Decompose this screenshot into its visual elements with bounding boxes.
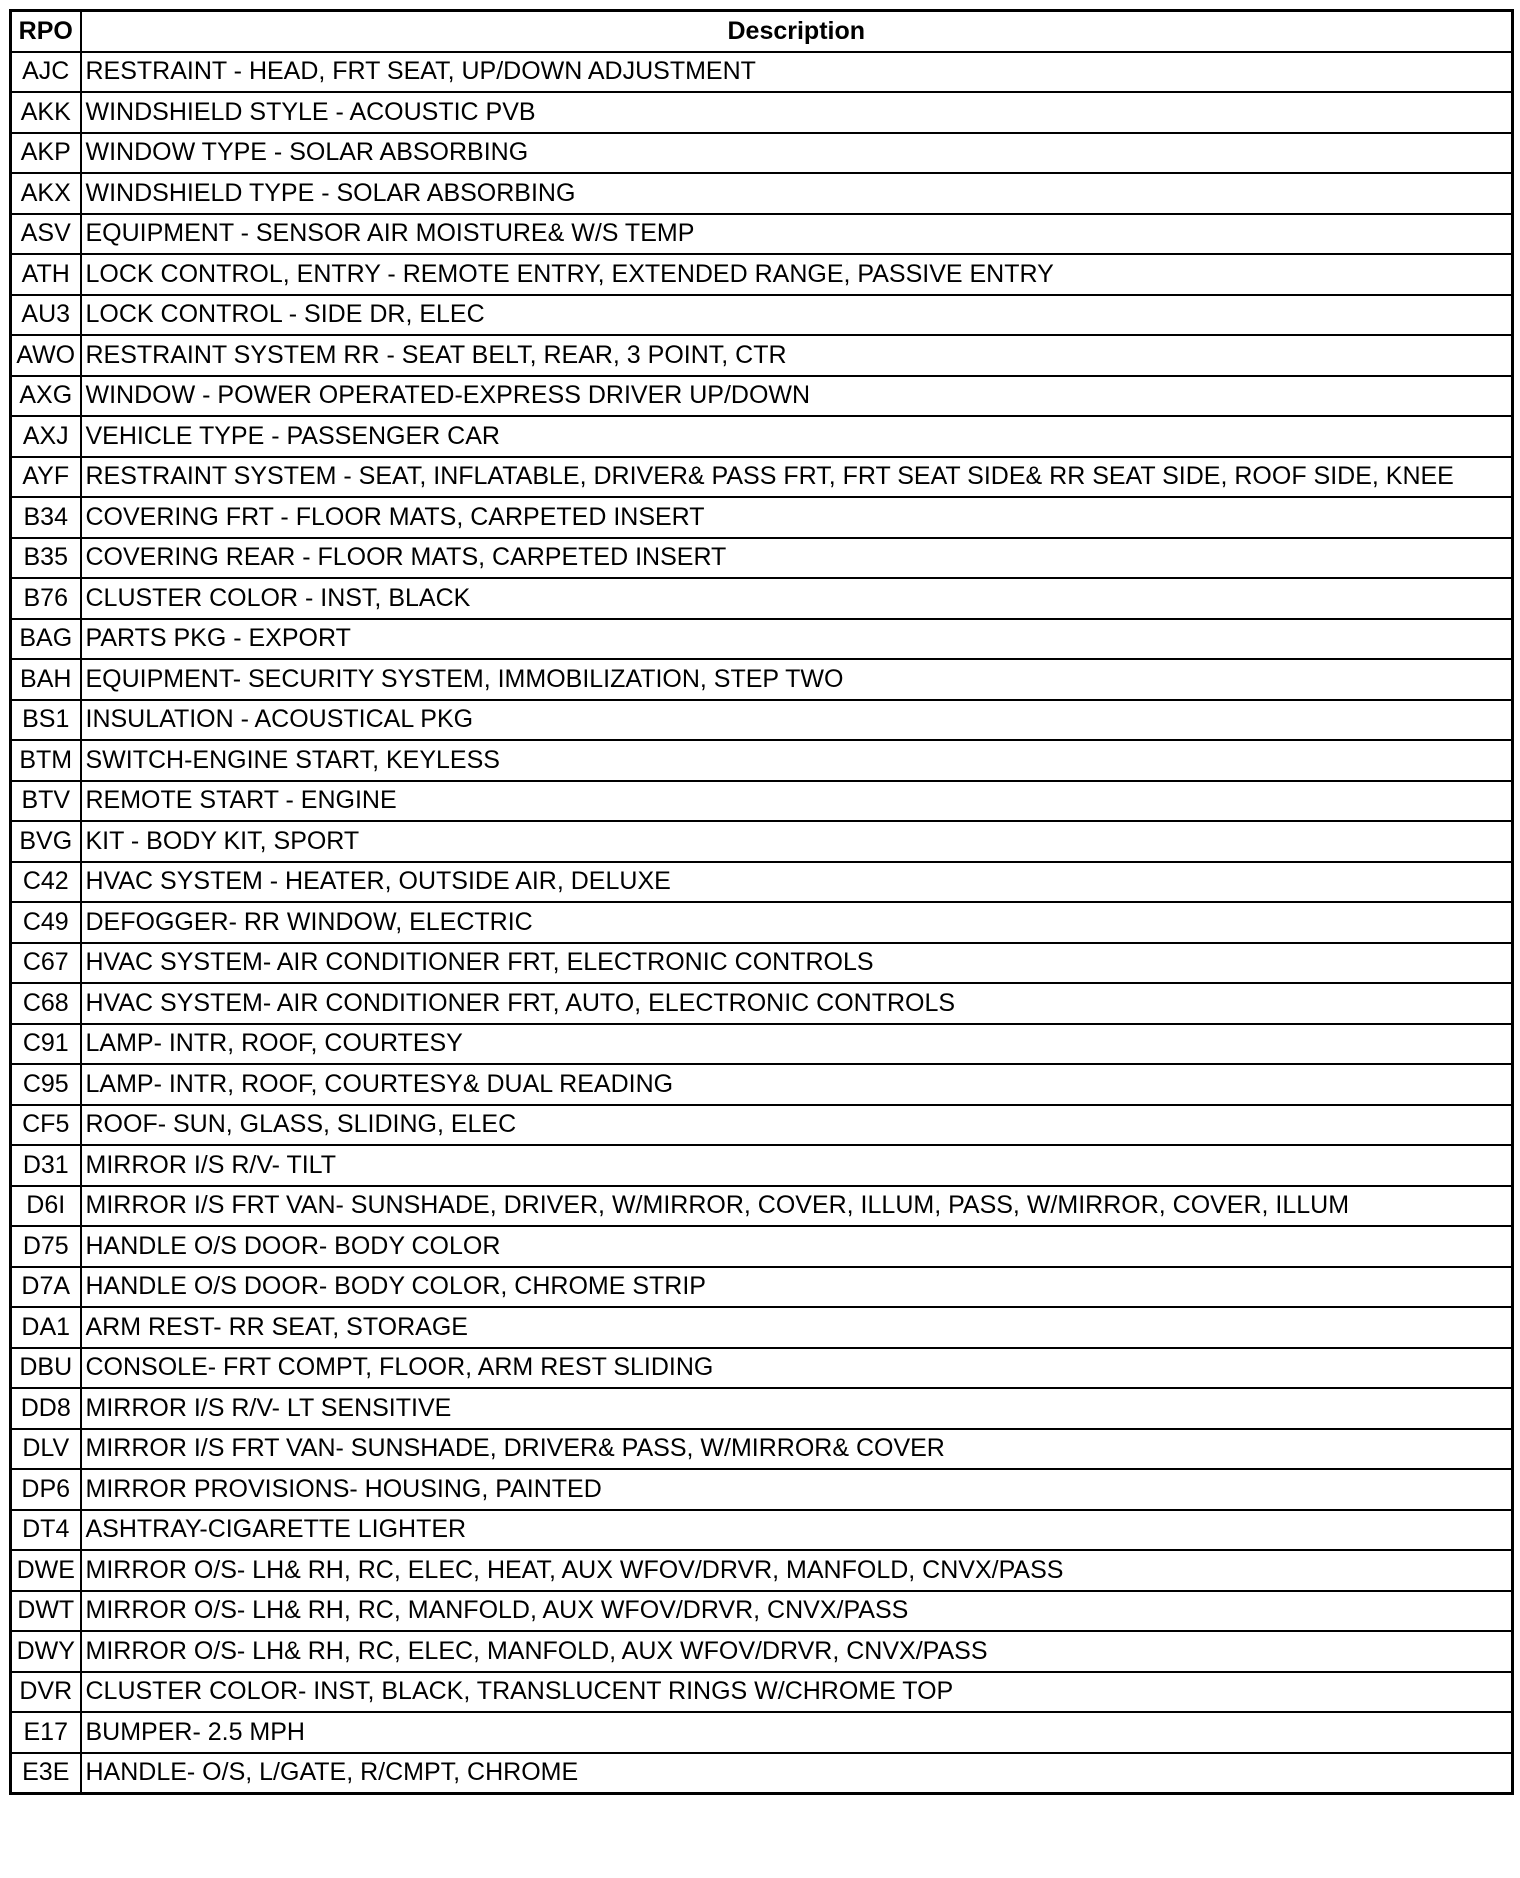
description-cell: MIRROR I/S R/V- LT SENSITIVE [81,1388,1513,1429]
table-row [11,1469,1513,1510]
rpo-code-cell: B76 [11,578,81,619]
rpo-code-cell: DBU [11,1348,81,1389]
rpo-code-cell: AKP [11,133,81,174]
rpo-code-cell: AXJ [11,416,81,457]
rpo-code-cell: DWE [11,1550,81,1591]
rpo-code-cell: ATH [11,254,81,295]
description-cell: ASHTRAY-CIGARETTE LIGHTER [81,1510,1513,1551]
rpo-code-cell: D75 [11,1226,81,1267]
table-row [11,1591,1513,1632]
description-cell: COVERING REAR - FLOOR MATS, CARPETED INSERT [81,538,1513,579]
table-row [11,1672,1513,1713]
description-column-header: Description [81,11,1513,52]
rpo-code-cell: DVR [11,1672,81,1713]
description-cell: RESTRAINT SYSTEM RR - SEAT BELT, REAR, 3 POINT, CTR [81,335,1513,376]
description-cell: RESTRAINT - HEAD, FRT SEAT, UP/DOWN ADJUSTMENT [81,52,1513,93]
table-row [11,1145,1513,1186]
rpo-code-cell: AKX [11,173,81,214]
description-cell: LAMP- INTR, ROOF, COURTESY [81,1024,1513,1065]
table-row [11,659,1513,700]
description-cell: INSULATION - ACOUSTICAL PKG [81,700,1513,741]
table-row [11,1429,1513,1470]
description-cell: MIRROR PROVISIONS- HOUSING, PAINTED [81,1469,1513,1510]
rpo-code-cell: C91 [11,1024,81,1065]
rpo-code-cell: B35 [11,538,81,579]
description-cell: CLUSTER COLOR - INST, BLACK [81,578,1513,619]
table-row [11,1712,1513,1753]
table-row [11,254,1513,295]
description-cell: MIRROR O/S- LH& RH, RC, MANFOLD, AUX WFOV/DRVR, CNVX/PASS [81,1591,1513,1632]
description-cell: EQUIPMENT - SENSOR AIR MOISTURE& W/S TEMP [81,214,1513,255]
rpo-code-cell: BVG [11,821,81,862]
table-row [11,214,1513,255]
description-cell: VEHICLE TYPE - PASSENGER CAR [81,416,1513,457]
description-cell: MIRROR I/S FRT VAN- SUNSHADE, DRIVER, W/MIRROR, COVER, ILLUM, PASS, W/MIRROR, COVER, ILLUM [81,1186,1513,1227]
description-cell: KIT - BODY KIT, SPORT [81,821,1513,862]
description-cell: HANDLE O/S DOOR- BODY COLOR, CHROME STRIP [81,1267,1513,1308]
rpo-code-cell: DA1 [11,1307,81,1348]
table-row [11,1388,1513,1429]
table-row [11,902,1513,943]
rpo-code-cell: D31 [11,1145,81,1186]
rpo-code-cell: AWO [11,335,81,376]
description-cell: MIRROR O/S- LH& RH, RC, ELEC, HEAT, AUX WFOV/DRVR, MANFOLD, CNVX/PASS [81,1550,1513,1591]
table-row [11,983,1513,1024]
description-cell: WINDSHIELD STYLE - ACOUSTIC PVB [81,92,1513,133]
rpo-code-cell: DP6 [11,1469,81,1510]
rpo-code-cell: BAH [11,659,81,700]
table-row [11,173,1513,214]
table-row [11,133,1513,174]
rpo-code-cell: ASV [11,214,81,255]
table-row [11,1753,1513,1794]
rpo-code-cell: DWT [11,1591,81,1632]
table-row [11,52,1513,93]
table-row [11,1348,1513,1389]
rpo-code-cell: B34 [11,497,81,538]
table-row [11,1631,1513,1672]
rpo-code-cell: AYF [11,457,81,498]
table-header-row [11,11,1513,52]
rpo-code-cell: DT4 [11,1510,81,1551]
rpo-code-cell: C68 [11,983,81,1024]
rpo-code-cell: AKK [11,92,81,133]
table-row [11,1064,1513,1105]
table-row [11,335,1513,376]
rpo-code-cell: D7A [11,1267,81,1308]
description-cell: WINDOW TYPE - SOLAR ABSORBING [81,133,1513,174]
rpo-code-cell: AU3 [11,295,81,336]
description-cell: PARTS PKG - EXPORT [81,619,1513,660]
description-cell: ARM REST- RR SEAT, STORAGE [81,1307,1513,1348]
description-cell: MIRROR O/S- LH& RH, RC, ELEC, MANFOLD, AUX WFOV/DRVR, CNVX/PASS [81,1631,1513,1672]
description-cell: HANDLE- O/S, L/GATE, R/CMPT, CHROME [81,1753,1513,1794]
rpo-code-cell: AXG [11,376,81,417]
description-cell: HVAC SYSTEM- AIR CONDITIONER FRT, AUTO, ELECTRONIC CONTROLS [81,983,1513,1024]
description-cell: MIRROR I/S R/V- TILT [81,1145,1513,1186]
table-row [11,700,1513,741]
rpo-code-cell: C49 [11,902,81,943]
table-row [11,416,1513,457]
rpo-code-cell: E3E [11,1753,81,1794]
description-cell: CLUSTER COLOR- INST, BLACK, TRANSLUCENT RINGS W/CHROME TOP [81,1672,1513,1713]
table-row [11,1510,1513,1551]
description-cell: HVAC SYSTEM- AIR CONDITIONER FRT, ELECTRONIC CONTROLS [81,943,1513,984]
table-row [11,497,1513,538]
description-cell: WINDSHIELD TYPE - SOLAR ABSORBING [81,173,1513,214]
rpo-code-cell: E17 [11,1712,81,1753]
description-cell: COVERING FRT - FLOOR MATS, CARPETED INSERT [81,497,1513,538]
table-row [11,619,1513,660]
rpo-code-cell: DD8 [11,1388,81,1429]
table-row [11,781,1513,822]
description-cell: REMOTE START - ENGINE [81,781,1513,822]
description-cell: LOCK CONTROL - SIDE DR, ELEC [81,295,1513,336]
rpo-code-cell: AJC [11,52,81,93]
rpo-code-cell: BTV [11,781,81,822]
description-cell: SWITCH-ENGINE START, KEYLESS [81,740,1513,781]
rpo-table-container [9,9,1511,1795]
table-body [11,52,1513,1794]
description-cell: LOCK CONTROL, ENTRY - REMOTE ENTRY, EXTENDED RANGE, PASSIVE ENTRY [81,254,1513,295]
rpo-code-cell: BTM [11,740,81,781]
rpo-code-cell: DWY [11,1631,81,1672]
description-cell: CONSOLE- FRT COMPT, FLOOR, ARM REST SLIDING [81,1348,1513,1389]
description-cell: BUMPER- 2.5 MPH [81,1712,1513,1753]
rpo-code-cell: C42 [11,862,81,903]
table-row [11,740,1513,781]
description-cell: ROOF- SUN, GLASS, SLIDING, ELEC [81,1105,1513,1146]
description-cell: DEFOGGER- RR WINDOW, ELECTRIC [81,902,1513,943]
table-row [11,862,1513,903]
table-row [11,376,1513,417]
rpo-code-cell: BS1 [11,700,81,741]
rpo-code-cell: CF5 [11,1105,81,1146]
description-cell: HVAC SYSTEM - HEATER, OUTSIDE AIR, DELUXE [81,862,1513,903]
description-cell: RESTRAINT SYSTEM - SEAT, INFLATABLE, DRIVER& PASS FRT, FRT SEAT SIDE& RR SEAT SIDE, ROOF SIDE, KNEE [81,457,1513,498]
rpo-code-cell: BAG [11,619,81,660]
rpo-code-cell: DLV [11,1429,81,1470]
table-row [11,1307,1513,1348]
rpo-code-cell: C67 [11,943,81,984]
table-row [11,457,1513,498]
description-cell: MIRROR I/S FRT VAN- SUNSHADE, DRIVER& PASS, W/MIRROR& COVER [81,1429,1513,1470]
description-cell: EQUIPMENT- SECURITY SYSTEM, IMMOBILIZATION, STEP TWO [81,659,1513,700]
rpo-code-cell: C95 [11,1064,81,1105]
rpo-table [9,9,1514,1795]
description-cell: WINDOW - POWER OPERATED-EXPRESS DRIVER UP/DOWN [81,376,1513,417]
table-row [11,1186,1513,1227]
description-cell: HANDLE O/S DOOR- BODY COLOR [81,1226,1513,1267]
table-row [11,295,1513,336]
table-row [11,1024,1513,1065]
rpo-code-cell: D6I [11,1186,81,1227]
table-row [11,1105,1513,1146]
table-row [11,1550,1513,1591]
table-row [11,92,1513,133]
table-row [11,1226,1513,1267]
table-row [11,1267,1513,1308]
table-row [11,538,1513,579]
table-row [11,821,1513,862]
description-cell: LAMP- INTR, ROOF, COURTESY& DUAL READING [81,1064,1513,1105]
table-row [11,943,1513,984]
table-row [11,578,1513,619]
rpo-column-header: RPO [11,11,81,52]
